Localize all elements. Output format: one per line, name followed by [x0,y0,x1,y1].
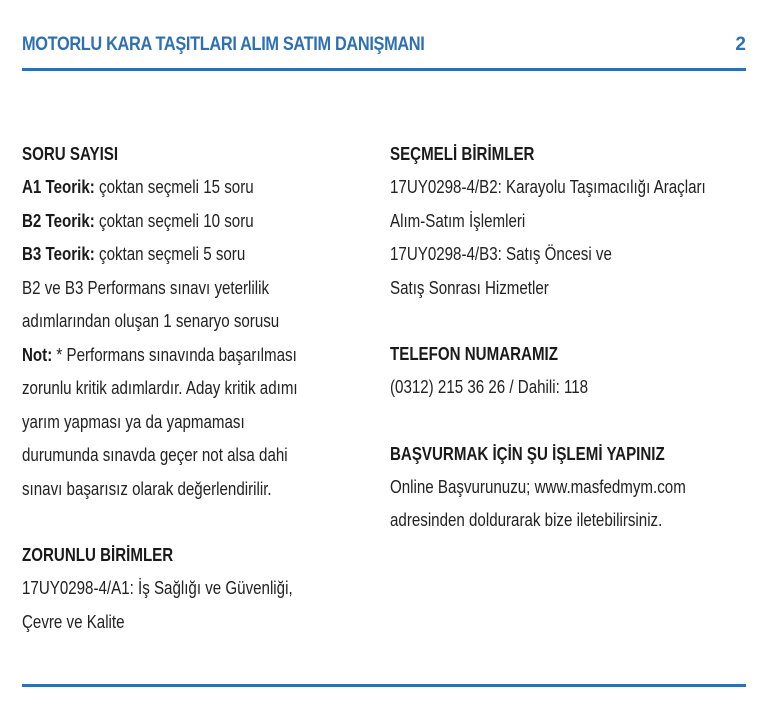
left-column [22,138,372,672]
b2-label: B2 Teorik: [22,210,95,231]
right-column [390,138,760,571]
section-title: BAŞVURMAK İÇİN ŞU İŞLEMİ YAPINIZ [390,443,665,464]
performance-line: adımlarından oluşan 1 senaryo sorusu [22,311,280,331]
section-basvuru [390,438,760,538]
note-line: yarım yapması ya da yapmaması [22,411,245,432]
unit-line: 17UY0298-4/B3: Satış Öncesi ve [390,244,612,264]
page-header [22,34,746,71]
document-title: MOTORLU KARA TAŞITLARI ALIM SATIM DANIŞMANI [22,34,425,55]
phone-number: (0312) 215 36 26 / Dahili: 118 [390,377,589,397]
b3-label: B3 Teorik: [22,244,95,264]
page-number: 2 [735,34,746,55]
note-line: durumunda sınavda geçer not alsa dahi [22,445,288,465]
unit-line: Alım-Satım İşlemleri [390,210,526,231]
note-line [22,339,316,373]
footer-rule [22,684,746,687]
b3-line [22,238,316,272]
section-title: ZORUNLU BİRİMLER [22,545,174,565]
note-label: Not: [22,344,53,365]
performance-line: B2 ve B3 Performans sınavı yeterlilik [22,277,270,298]
unit-line: 17UY0298-4/A1: İş Sağlığı ve Güvenliği, [22,578,293,598]
section-telefon [390,338,760,405]
b2-line [22,205,316,239]
a1-line [22,171,316,205]
section-title: TELEFON NUMARAMIZ [390,344,558,364]
section-secmeli-birimler [390,138,760,305]
application-line: Online Başvurunuzu; www.masfedmym.com [390,476,686,497]
unit-line: Satış Sonrası Hizmetler [390,277,549,298]
section-zorunlu-birimler [22,539,372,639]
a1-value: çoktan seçmeli 15 soru [94,177,254,197]
unit-line: 17UY0298-4/B2: Karayolu Taşımacılığı Araçları [390,177,706,197]
note-line: sınavı başarısız olarak değerlendirilir. [22,478,272,499]
section-title: SORU SAYISI [22,144,119,164]
b3-value: çoktan seçmeli 5 soru [94,244,246,264]
application-line: adresinden doldurarak bize iletebilirsiniz. [390,510,663,530]
section-title: SEÇMELİ BİRİMLER [390,144,535,164]
section-soru-sayisi [22,138,372,506]
unit-line: Çevre ve Kalite [22,611,125,632]
note-text: * Performans sınavında başarılması [52,344,297,365]
note-line: zorunlu kritik adımlardır. Aday kritik adımı [22,378,298,398]
b2-value: çoktan seçmeli 10 soru [94,210,254,231]
a1-label: A1 Teorik: [22,177,95,197]
